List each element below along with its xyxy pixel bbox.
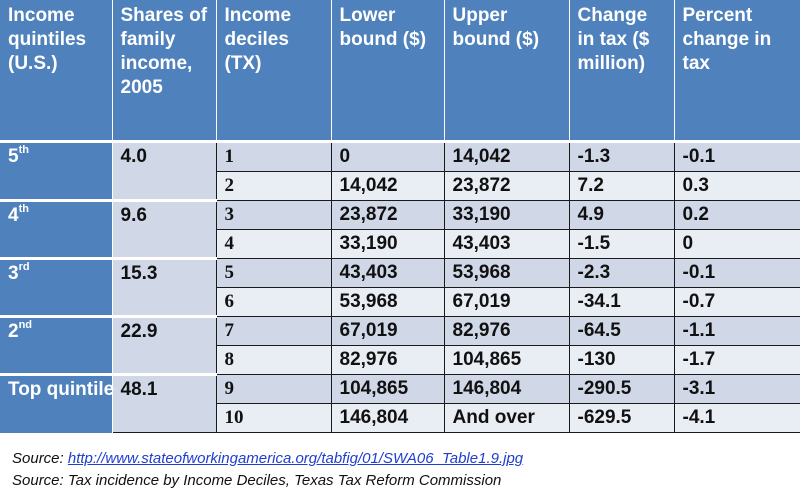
tax-change-cell: -64.5 [569, 317, 674, 346]
quintile-label: 4 [8, 205, 19, 226]
quintile-label: 2 [8, 321, 19, 342]
upper-bound-cell: 14,042 [444, 142, 569, 172]
percent-change-cell: -3.1 [674, 375, 800, 404]
percent-change-cell: 0.3 [674, 172, 800, 201]
header-cell: Upper bound ($) [444, 0, 569, 142]
percent-change-cell: -1.1 [674, 317, 800, 346]
quintile-label: 5 [8, 146, 19, 167]
source-note-1 [12, 450, 523, 467]
percent-change-cell: 0.2 [674, 201, 800, 230]
quintile-ordinal-suffix: th [18, 202, 29, 215]
decile-cell: 1 [216, 142, 331, 172]
quintile-cell [0, 201, 112, 259]
lower-bound-cell: 23,872 [331, 201, 444, 230]
percent-change-cell: -4.1 [674, 404, 800, 433]
source-label: Source: [12, 450, 68, 467]
tax-change-cell: 4.9 [569, 201, 674, 230]
upper-bound-cell: 82,976 [444, 317, 569, 346]
tax-change-cell: -34.1 [569, 288, 674, 317]
quintile-ordinal-suffix: th [18, 143, 29, 156]
header-cell: Shares of family income, 2005 [112, 0, 216, 142]
decile-cell: 2 [216, 172, 331, 201]
upper-bound-cell: 67,019 [444, 288, 569, 317]
decile-cell: 6 [216, 288, 331, 317]
percent-change-cell: -0.7 [674, 288, 800, 317]
income-share-cell: 22.9 [112, 317, 216, 375]
decile-cell: 3 [216, 201, 331, 230]
tax-change-cell: -1.3 [569, 142, 674, 172]
table-row [0, 375, 800, 404]
upper-bound-cell: And over [444, 404, 569, 433]
upper-bound-cell: 33,190 [444, 201, 569, 230]
source-note-2: Source: Tax incidence by Income Deciles, Texas Tax Reform Commission [12, 472, 502, 489]
quintile-cell [0, 259, 112, 317]
lower-bound-cell: 104,865 [331, 375, 444, 404]
lower-bound-cell: 14,042 [331, 172, 444, 201]
decile-cell: 4 [216, 230, 331, 259]
decile-cell: 9 [216, 375, 331, 404]
percent-change-cell: 0 [674, 230, 800, 259]
tax-change-cell: -2.3 [569, 259, 674, 288]
quintile-cell [0, 142, 112, 201]
upper-bound-cell: 43,403 [444, 230, 569, 259]
percent-change-cell: -0.1 [674, 259, 800, 288]
header-cell: Income deciles (TX) [216, 0, 331, 142]
upper-bound-cell: 146,804 [444, 375, 569, 404]
tax-change-cell: -629.5 [569, 404, 674, 433]
quintile-label: 3 [8, 263, 19, 284]
lower-bound-cell: 43,403 [331, 259, 444, 288]
quintile-cell [0, 375, 115, 433]
upper-bound-cell: 23,872 [444, 172, 569, 201]
percent-change-cell: -1.7 [674, 346, 800, 375]
decile-cell: 8 [216, 346, 331, 375]
header-cell: Lower bound ($) [331, 0, 444, 142]
source-link[interactable]: http://www.stateofworkingamerica.org/tabfig/01/SWA06_Table1.9.jpg [67, 450, 524, 467]
tax-change-cell: -290.5 [569, 375, 674, 404]
upper-bound-cell: 104,865 [444, 346, 569, 375]
lower-bound-cell: 67,019 [331, 317, 444, 346]
header-cell: Change in tax ($ million) [569, 0, 674, 142]
income-share-cell: 48.1 [112, 375, 216, 433]
decile-cell: 10 [216, 404, 331, 433]
lower-bound-cell: 0 [331, 142, 444, 172]
table-row [0, 201, 800, 230]
income-share-cell: 4.0 [112, 142, 216, 201]
quintile-ordinal-suffix: nd [18, 318, 33, 331]
tax-change-cell: -130 [569, 346, 674, 375]
header-cell: Income quintiles (U.S.) [0, 0, 112, 142]
decile-cell: 5 [216, 259, 331, 288]
quintile-ordinal-suffix: rd [18, 260, 30, 273]
decile-cell: 7 [216, 317, 331, 346]
lower-bound-cell: 53,968 [331, 288, 444, 317]
percent-change-cell: -0.1 [674, 142, 800, 172]
lower-bound-cell: 146,804 [331, 404, 444, 433]
header-cell: Percent change in tax [674, 0, 800, 142]
header-row [0, 0, 800, 142]
table-row [0, 259, 800, 288]
tax-change-cell: -1.5 [569, 230, 674, 259]
tax-change-cell: 7.2 [569, 172, 674, 201]
income-share-cell: 15.3 [112, 259, 216, 317]
income-share-cell: 9.6 [112, 201, 216, 259]
quintile-cell [0, 317, 112, 375]
lower-bound-cell: 82,976 [331, 346, 444, 375]
upper-bound-cell: 53,968 [444, 259, 569, 288]
lower-bound-cell: 33,190 [331, 230, 444, 259]
table-row [0, 142, 800, 172]
table-body [0, 142, 800, 433]
table-row [0, 317, 800, 346]
quintile-label: Top quintile [8, 379, 115, 400]
